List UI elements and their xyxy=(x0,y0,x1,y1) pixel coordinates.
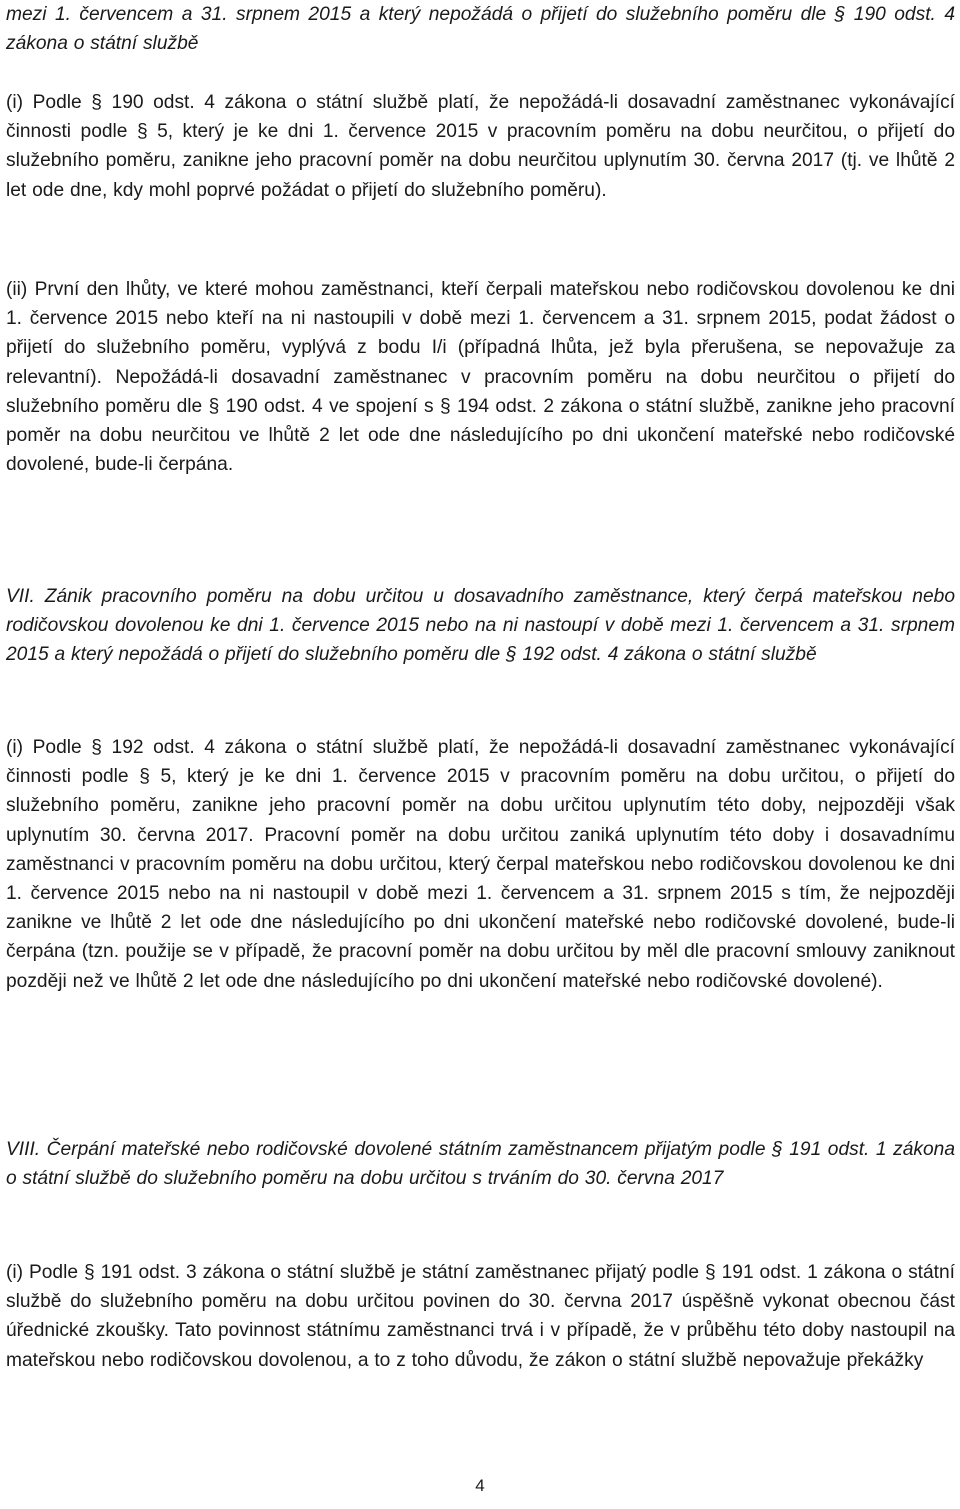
paragraph-viii-i: (i) Podle § 191 odst. 3 zákona o státní službě je státní zaměstnanec přijatý podle § 191 odst. 1 zákona o státní službě do služebního poměru na dobu určitou povinen do 30. června 2017 úspěšně vykonat obecnou část úřednické zkoušky. Tato povinnost státnímu zaměstnanci trvá i v případě, že v průběhu této doby nastoupil na mateřskou nebo rodičovskou dovolenou, a to z toho důvodu, že zákon o státní službě nepovažuje překážky xyxy=(6,1262,955,1371)
paragraph-vi-i: (i) Podle § 190 odst. 4 zákona o státní službě platí, že nepožádá-li dosavadní zaměstnanec vykonávající činnosti podle § 5, který je ke dni 1. července 2015 v pracovním poměru na dobu neurčitou, o přijetí do služebního poměru, zanikne jeho pracovní poměr na dobu neurčitou uplynutím 30. června 2017 (tj. ve lhůtě 2 let ode dne, kdy mohl poprvé požádat o přijetí do služebního poměru). xyxy=(6,92,955,201)
page-number: 4 xyxy=(475,1476,485,1495)
section-heading-vii: VII. Zánik pracovního poměru na dobu určitou u dosavadního zaměstnance, který čerpá mateřskou nebo rodičovskou dovolenou ke dni 1. července 2015 nebo na ni nastoupí v době mezi 1. červencem a 31. srpnem 2015 a který nepožádá o přijetí do služebního poměru dle § 192 odst. 4 zákona o státní službě xyxy=(6,586,955,666)
section-heading-viii: VIII. Čerpání mateřské nebo rodičovské dovolené státním zaměstnancem přijatým podle § 191 odst. 1 zákona o státní službě do služebního poměru na dobu určitou s trváním do 30. června 2017 xyxy=(6,1139,955,1190)
section-heading-vi-continued: mezi 1. červencem a 31. srpnem 2015 a který nepožádá o přijetí do služebního poměru dle § 190 odst. 4 zákona o státní službě xyxy=(6,4,955,55)
paragraph-vi-ii: (ii) První den lhůty, ve které mohou zaměstnanci, kteří čerpali mateřskou nebo rodičovskou dovolenou ke dni 1. července 2015 nebo kteří na ni nastoupili v době mezi 1. červencem a 31. srpnem 2015, podat žádost o přijetí do služebního poměru, vyplývá z bodu I/i (případná lhůta, jež byla přerušena, se nepovažuje za relevantní). Nepožádá-li dosavadní zaměstnanec v pracovním poměru na dobu neurčitou o přijetí do služebního poměru dle § 190 odst. 4 ve spojení s § 194 odst. 2 zákona o státní službě, zanikne jeho pracovní poměr na dobu neurčitou ve lhůtě 2 let ode dne následujícího po dni ukončení mateřské nebo rodičovské dovolené, bude-li čerpána. xyxy=(6,279,955,476)
paragraph-vii-i: (i) Podle § 192 odst. 4 zákona o státní službě platí, že nepožádá-li dosavadní zaměstnanec vykonávající činnosti podle § 5, který je ke dni 1. července 2015 v pracovním poměru na dobu určitou, o přijetí do služebního poměru, zanikne jeho pracovní poměr na dobu určitou uplynutím této doby, nejpozději však uplynutím 30. června 2017. Pracovní poměr na dobu určitou zaniká uplynutím této doby i dosavadnímu zaměstnanci v pracovním poměru na dobu určitou, který čerpal mateřskou nebo rodičovskou dovolenou ke dni 1. července 2015 nebo na ni nastoupil v době mezi 1. červencem a 31. srpnem 2015 s tím, že nejpozději zanikne ve lhůtě 2 let ode dne následujícího po dni ukončení mateřské nebo rodičovské dovolené, bude-li čerpána (tzn. použije se v případě, že pracovní poměr na dobu určitou by měl dle pracovní smlouvy zaniknout později než ve lhůtě 2 let ode dne následujícího po dni ukončení mateřské nebo rodičovské dovolené). xyxy=(6,737,955,992)
